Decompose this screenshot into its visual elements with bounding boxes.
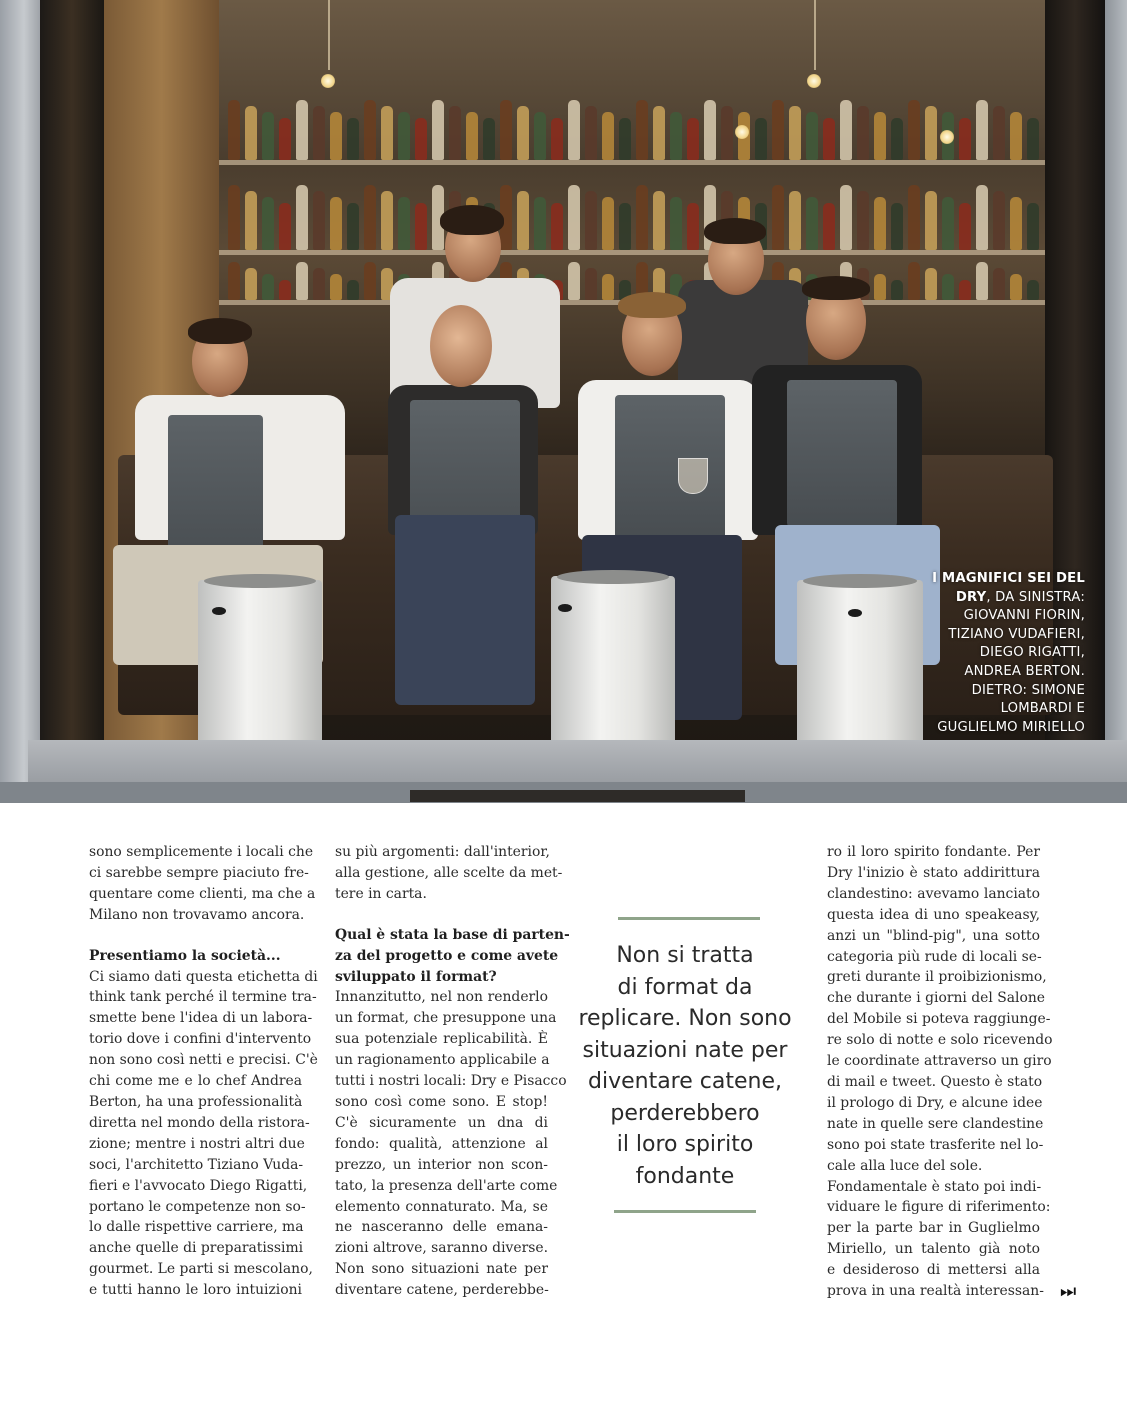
bottle — [313, 268, 325, 300]
bottle — [993, 106, 1005, 160]
caption-text: LOMBARDI E — [1000, 701, 1085, 717]
column-2 — [335, 842, 570, 1301]
text-line: cale alla luce del sole. — [827, 1157, 983, 1174]
lamp-wire — [814, 0, 816, 70]
bottle — [585, 268, 597, 300]
text-line: Fondamentale è stato poi indi- — [827, 1178, 1042, 1195]
bottle — [653, 191, 665, 250]
bottle — [908, 262, 920, 300]
pullquote-line: Non si tratta — [616, 943, 754, 968]
caption-line — [895, 626, 1085, 645]
bottle — [364, 185, 376, 250]
bottle — [296, 100, 308, 160]
bottle — [1010, 112, 1022, 160]
text-line: torio dove i confini d'intervento — [89, 1031, 312, 1048]
bottle — [1010, 274, 1022, 300]
bottle — [585, 106, 597, 160]
text-line: Dry l'inizio è stato addirittura — [827, 864, 1040, 881]
pendant-lamp — [321, 74, 335, 88]
paragraph — [89, 967, 318, 1302]
text-line: za del progetto e come avete — [335, 947, 559, 964]
bottle — [415, 118, 427, 160]
bottle — [755, 118, 767, 160]
text-line: chi come me e lo chef Andrea — [89, 1073, 302, 1090]
bottle — [857, 191, 869, 250]
wall-left — [0, 0, 40, 803]
question-heading: Presentiamo la società... — [89, 947, 281, 964]
text-line: smette bene l'idea di un labora- — [89, 1010, 313, 1027]
text-line: Milano non trovavamo ancora. — [89, 906, 305, 923]
text-line: ro il loro spirito fondante. Per — [827, 844, 1040, 860]
bottle — [449, 106, 461, 160]
text-line: zione; mentre i nostri altri due — [89, 1135, 305, 1152]
column-1 — [89, 842, 318, 1301]
text-line: lo dalle rispettive carriere, ma — [89, 1219, 304, 1236]
bottle — [993, 268, 1005, 300]
bottle — [806, 197, 818, 250]
text-line: di mail e tweet. Questo è stato — [827, 1073, 1043, 1090]
text-line: think tank perché il termine tra- — [89, 989, 317, 1006]
paragraph — [827, 842, 1053, 1302]
bottle — [908, 100, 920, 160]
pullquote-line: diventare catene, — [588, 1069, 782, 1094]
bottle — [840, 185, 852, 250]
pendant-lamp — [940, 130, 954, 144]
bottle — [925, 191, 937, 250]
bottle — [330, 197, 342, 250]
bottle — [262, 112, 274, 160]
text-line: per la parte bar in Guglielmo — [827, 1220, 1040, 1237]
bottle — [500, 100, 512, 160]
caption-line — [895, 570, 1085, 589]
text-line: non sono così netti e precisi. C'è — [89, 1052, 318, 1069]
bottle — [432, 100, 444, 160]
text-line: sua potenziale replicabilità. È — [335, 1031, 548, 1048]
doormat — [410, 790, 745, 802]
bottle — [483, 118, 495, 160]
caption-text: ANDREA BERTON. — [964, 663, 1085, 679]
bottle — [228, 100, 240, 160]
bottle — [415, 203, 427, 250]
bottle — [296, 185, 308, 250]
bottle — [602, 197, 614, 250]
bottle — [228, 262, 240, 300]
caption-bold: DRY — [955, 589, 987, 605]
text-line: del Mobile si poteva raggiunge- — [827, 1011, 1051, 1028]
bottle — [993, 191, 1005, 250]
bottle — [279, 118, 291, 160]
pendant-lamp — [735, 125, 749, 139]
bottle — [313, 106, 325, 160]
bottle — [568, 100, 580, 160]
caption-line — [895, 663, 1085, 682]
bottle — [245, 191, 257, 250]
text-line: Qual è stata la base di parten- — [335, 926, 570, 943]
caption-text: GIOVANNI FIORIN, — [963, 608, 1085, 624]
text-line: fondo: qualità, attenzione al — [335, 1135, 548, 1152]
bottle — [517, 191, 529, 250]
text-line: greti durante il proibizionismo, — [827, 969, 1047, 986]
pullquote-line: perderebbero — [610, 1100, 760, 1126]
text-line: e desideroso di mettersi alla — [827, 1262, 1040, 1279]
paragraph — [335, 987, 567, 1301]
text-line: categoria più rude di locali se- — [827, 948, 1042, 965]
text-line: C'è sicuramente un dna di — [335, 1114, 548, 1131]
text-line: un ragionamento applicabile a — [335, 1052, 550, 1069]
caption-text: TIZIANO VUDAFIERI, — [948, 626, 1085, 642]
bottle — [857, 106, 869, 160]
bottle — [534, 112, 546, 160]
caption-bold: I MAGNIFICI SEI DEL — [932, 571, 1085, 586]
bottle — [670, 197, 682, 250]
bottle — [585, 191, 597, 250]
bottle — [364, 100, 376, 160]
bottle — [772, 185, 784, 250]
text-line: portano le competenze non so- — [89, 1198, 306, 1215]
caption-line — [895, 644, 1085, 663]
bottle — [959, 280, 971, 300]
bottle — [636, 185, 648, 250]
bottle — [653, 106, 665, 160]
pullquote-rule-bottom — [614, 1210, 756, 1213]
bottle — [789, 191, 801, 250]
text-line: clandestino: avevamo lanciato — [827, 885, 1040, 902]
text-line: tere in carta. — [335, 885, 427, 902]
text-line: elemento connaturato. Ma, se — [335, 1198, 548, 1215]
bottle — [925, 268, 937, 300]
bottle — [823, 118, 835, 160]
pendant-lamp — [807, 74, 821, 88]
window-frame-left — [40, 0, 104, 740]
bottle — [398, 112, 410, 160]
bottle — [976, 262, 988, 300]
bottle — [398, 197, 410, 250]
text-line: quentare come clienti, ma che a — [89, 885, 316, 902]
photo-caption — [895, 570, 1085, 737]
paragraph — [89, 842, 316, 926]
bottle — [602, 112, 614, 160]
text-line: tutti i nostri locali: Dry e Pisacco — [335, 1073, 567, 1090]
text-line: diretta nel mondo della ristora- — [89, 1114, 310, 1131]
bottle — [466, 112, 478, 160]
bottle — [874, 112, 886, 160]
bottle — [772, 100, 784, 160]
bottle — [891, 118, 903, 160]
text-line: zioni altrove, saranno diverse. — [335, 1240, 548, 1257]
bottle — [347, 280, 359, 300]
caption-text: DIEGO RIGATTI, — [979, 645, 1085, 661]
bottle — [279, 280, 291, 300]
bottle — [551, 118, 563, 160]
bottle — [381, 106, 393, 160]
text-line: le coordinate attraverso un giro — [827, 1053, 1052, 1070]
bottle — [687, 203, 699, 250]
text-line: sviluppato il format? — [335, 968, 497, 985]
bottle — [874, 274, 886, 300]
wall-right — [1105, 0, 1127, 803]
bottle — [687, 118, 699, 160]
text-line: soci, l'architetto Tiziano Vuda- — [89, 1156, 304, 1173]
bottle — [1027, 280, 1039, 300]
text-line: ne nasceranno delle emana- — [335, 1219, 548, 1236]
text-line: tato, la presenza dell'arte come — [335, 1177, 558, 1194]
text-line: ci sarebbe sempre piaciuto fre- — [89, 864, 309, 881]
caption-text: GUGLIELMO MIRIELLO — [937, 719, 1085, 735]
bottle — [704, 100, 716, 160]
bottle — [228, 185, 240, 250]
column-4 — [827, 842, 1053, 1302]
text-line: gourmet. Le parti si mescolano, — [89, 1261, 313, 1278]
bottle — [891, 280, 903, 300]
caption-line — [895, 700, 1085, 719]
text-line: un format, che presuppone una — [335, 1010, 557, 1027]
text-line: prova in una realtà interessan- — [827, 1283, 1044, 1300]
text-line: anche quelle di preparatissimi — [89, 1240, 304, 1257]
bottle — [670, 112, 682, 160]
text-line: sono così come sono. E stop! — [335, 1093, 548, 1110]
text-line: questa idea di uno speakeasy, — [827, 906, 1040, 923]
bottle — [806, 112, 818, 160]
bottle — [1010, 197, 1022, 250]
text-line: Non sono situazioni nate per — [335, 1261, 548, 1278]
text-line: su più argomenti: dall'interior, — [335, 844, 550, 860]
shelf — [219, 160, 1045, 165]
bottle — [245, 268, 257, 300]
bottle — [602, 274, 614, 300]
pullquote — [575, 940, 795, 1192]
pullquote-line: il loro spirito — [616, 1132, 754, 1157]
text-line: Miriello, un talento già noto — [827, 1241, 1040, 1258]
text-line: re solo di notte e solo ricevendo — [827, 1032, 1053, 1049]
text-line: il prologo di Dry, e alcune idee — [827, 1094, 1043, 1111]
bottle — [534, 197, 546, 250]
paragraph — [335, 842, 563, 905]
bottle — [347, 203, 359, 250]
bottle — [925, 106, 937, 160]
text-line: alla gestione, alle scelte da met- — [335, 864, 563, 881]
bottle — [789, 106, 801, 160]
caption-text: , DA SINISTRA: — [986, 589, 1085, 605]
text-line: Berton, ha una professionalità — [89, 1093, 303, 1110]
text-line: Ci siamo dati questa etichetta di — [89, 968, 318, 985]
pullquote-line: replicare. Non sono — [578, 1006, 792, 1031]
bottle — [279, 203, 291, 250]
text-line: diventare catene, perderebbe- — [335, 1282, 549, 1299]
bottle — [551, 203, 563, 250]
bottle — [908, 185, 920, 250]
pullquote-line: fondante — [635, 1163, 735, 1189]
caption-line — [895, 719, 1085, 738]
bottle — [262, 274, 274, 300]
bottle — [840, 100, 852, 160]
text-line: prezzo, un interior non scon- — [335, 1156, 548, 1173]
bottle — [568, 262, 580, 300]
bottle — [245, 106, 257, 160]
text-line: sono poi state trasferite nel lo- — [827, 1136, 1044, 1153]
bottle — [1027, 118, 1039, 160]
bottle — [1027, 203, 1039, 250]
bottle — [636, 100, 648, 160]
pullquote-line: di format da — [617, 974, 753, 1000]
text-line: che durante i giorni del Salone — [827, 990, 1046, 1007]
bottle — [942, 274, 954, 300]
continue-icon: ⏭ — [1060, 1281, 1077, 1302]
pullquote-line: situazioni nate per — [582, 1037, 788, 1063]
bottle — [976, 185, 988, 250]
bottle — [823, 203, 835, 250]
text-line: Innanzitutto, nel non renderlo — [335, 989, 548, 1006]
caption-line — [895, 682, 1085, 701]
bottle — [330, 274, 342, 300]
bottle — [619, 203, 631, 250]
window-sill — [28, 740, 1127, 782]
caption-line — [895, 607, 1085, 626]
bottle — [891, 203, 903, 250]
bottle — [517, 106, 529, 160]
text-line: fieri e l'avvocato Diego Rigatti, — [89, 1177, 308, 1194]
lamp-wire — [328, 0, 330, 70]
text-line: anzi un "blind-pig", una sotto — [827, 927, 1040, 944]
text-line: viduare le figure di riferimento: — [827, 1199, 1051, 1216]
pullquote-rule-top — [618, 917, 760, 920]
bottle — [347, 118, 359, 160]
bottle — [364, 262, 376, 300]
bottle — [721, 106, 733, 160]
bottle — [262, 197, 274, 250]
bottle — [296, 262, 308, 300]
bottle — [959, 118, 971, 160]
caption-line — [895, 589, 1085, 608]
bottle — [381, 191, 393, 250]
bottle — [313, 191, 325, 250]
bottle — [568, 185, 580, 250]
question-heading — [335, 925, 570, 988]
bottle — [619, 118, 631, 160]
bottle — [959, 203, 971, 250]
text-line: sono semplicemente i locali che — [89, 844, 314, 860]
bottle — [330, 112, 342, 160]
text-line: nate in quelle sere clandestine — [827, 1115, 1044, 1132]
bottle — [874, 197, 886, 250]
text-line: e tutti hanno le loro intuizioni — [89, 1282, 302, 1299]
shelf — [219, 250, 1045, 255]
bottle — [942, 197, 954, 250]
bottle — [976, 100, 988, 160]
caption-text: DIETRO: SIMONE — [971, 682, 1085, 698]
